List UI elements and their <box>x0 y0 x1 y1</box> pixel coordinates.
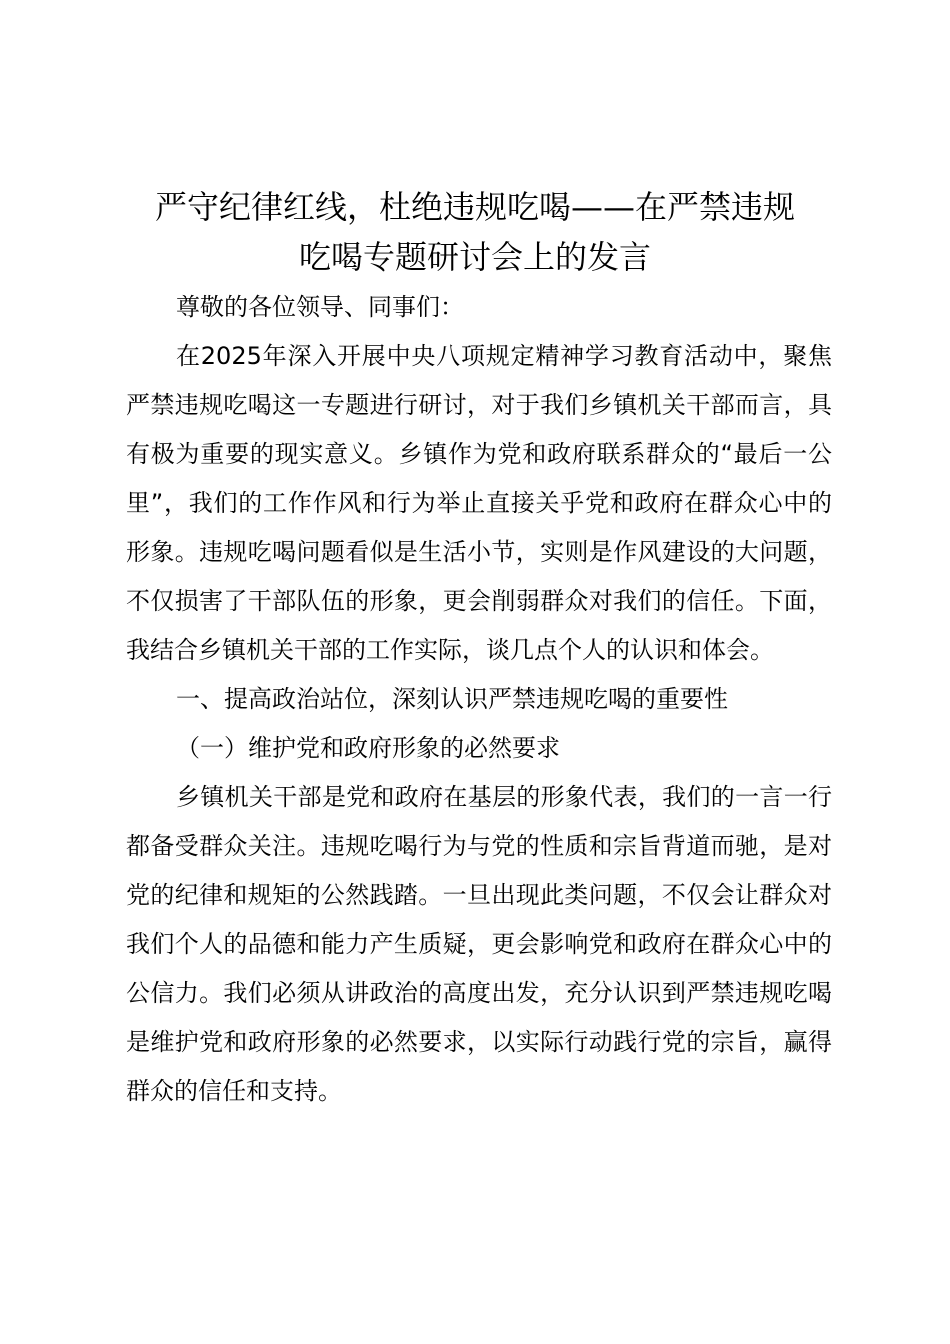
document-body <box>126 283 832 1116</box>
title-line-1: 严守纪律红线，杜绝违规吃喝——在严禁违规 <box>154 188 795 226</box>
body-paragraph: 乡镇机关干部是党和政府在基层的形象代表，我们的一言一行都备受群众关注。违规吃喝行为与党的性质和宗旨背道而驰，是对党的纪律和规矩的公然践踏。一旦出现此类问题，不仅会让群众对我们个人的品德和能力产生质疑，更会影响党和政府在群众心中的公信力。我们必须从讲政治的高度出发，充分认识到严禁违规吃喝是维护党和政府形象的必然要求，以实际行动践行党的宗旨，赢得群众的信任和支持。 <box>126 783 832 1105</box>
section-heading-1: 一、提高政治站位，深刻认识严禁违规吃喝的重要性 <box>176 685 728 713</box>
title-line-2: 吃喝专题研讨会上的发言 <box>298 238 651 276</box>
document-title <box>100 182 850 282</box>
salutation: 尊敬的各位领导、同事们： <box>176 293 464 321</box>
subsection-heading-1: （一）维护党和政府形象的必然要求 <box>176 734 560 762</box>
intro-paragraph: 在2025年深入开展中央八项规定精神学习教育活动中，聚焦严禁违规吃喝这一专题进行研讨，对于我们乡镇机关干部而言，具有极为重要的现实意义。乡镇作为党和政府联系群众的“最后一公里”，我们的工作作风和行为举止直接关乎党和政府在群众心中的形象。违规吃喝问题看似是生活小节，实则是作风建设的大问题，不仅损害了干部队伍的形象，更会削弱群众对我们的信任。下面，我结合乡镇机关干部的工作实际，谈几点个人的认识和体会。 <box>126 342 832 664</box>
